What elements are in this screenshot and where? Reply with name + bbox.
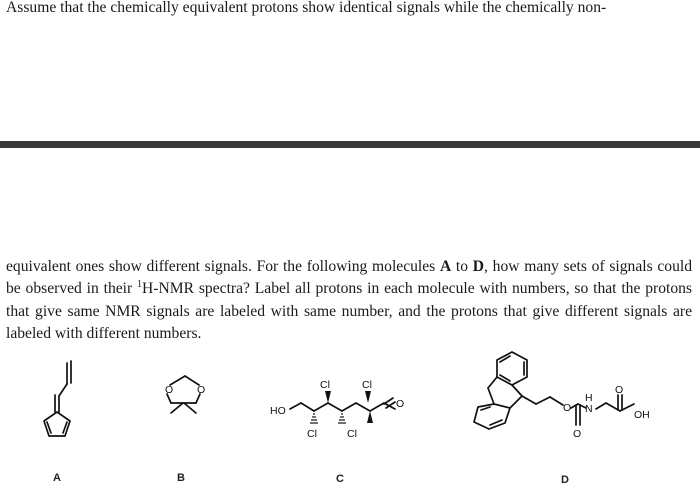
molecule-a-structure [44, 361, 71, 436]
molecule-d-structure [474, 352, 634, 429]
c-chlorine-1: Cl [320, 379, 330, 391]
c-chlorine-4: Cl [347, 428, 357, 440]
question-text-segment: H-NMR spectra? Label all protons in each molecule with numbers, so that the protons that give same NMR signals are labeled with same number, and the protons that give different signals are labeled with different numbers. [6, 280, 692, 343]
bold-molecule-ref: A [439, 258, 452, 275]
d-amide-nitrogen: N [585, 403, 593, 415]
superscript-1: 1 [137, 279, 143, 291]
question-top-line: Assume that the chemically equivalent protons show identical signals while the chemically non- [6, 0, 607, 16]
d-carbonyl-oxygen: O [573, 428, 582, 440]
molecule-label-c: C [336, 473, 344, 485]
bold-molecule-ref: D [472, 258, 485, 275]
c-aldehyde-oxygen: O [396, 398, 405, 410]
question-text-segment: to [451, 258, 473, 275]
c-chlorine-2: Cl [362, 379, 372, 391]
molecule-b-atoms [165, 384, 205, 396]
molecule-c-structure [290, 398, 396, 411]
molecule-label-a: A [53, 472, 61, 484]
b-oxygen-2: O [197, 384, 206, 396]
b-oxygen-1: O [165, 384, 174, 396]
c-chlorine-3: Cl [307, 428, 317, 440]
d-acid-hydroxyl: OH [634, 409, 650, 421]
d-ester-oxygen: O [563, 402, 572, 414]
d-amide-hydrogen: H [585, 392, 593, 404]
question-text-segment: , how many sets of signals could be observed in their [6, 258, 692, 298]
question-text-segment: equivalent ones show different signals. For the following molecules [6, 258, 440, 275]
molecule-label-b: B [177, 472, 185, 484]
molecule-label-d: D [561, 474, 569, 486]
d-acid-oxygen: O [615, 384, 624, 396]
c-hydroxyl: HO [270, 405, 286, 417]
